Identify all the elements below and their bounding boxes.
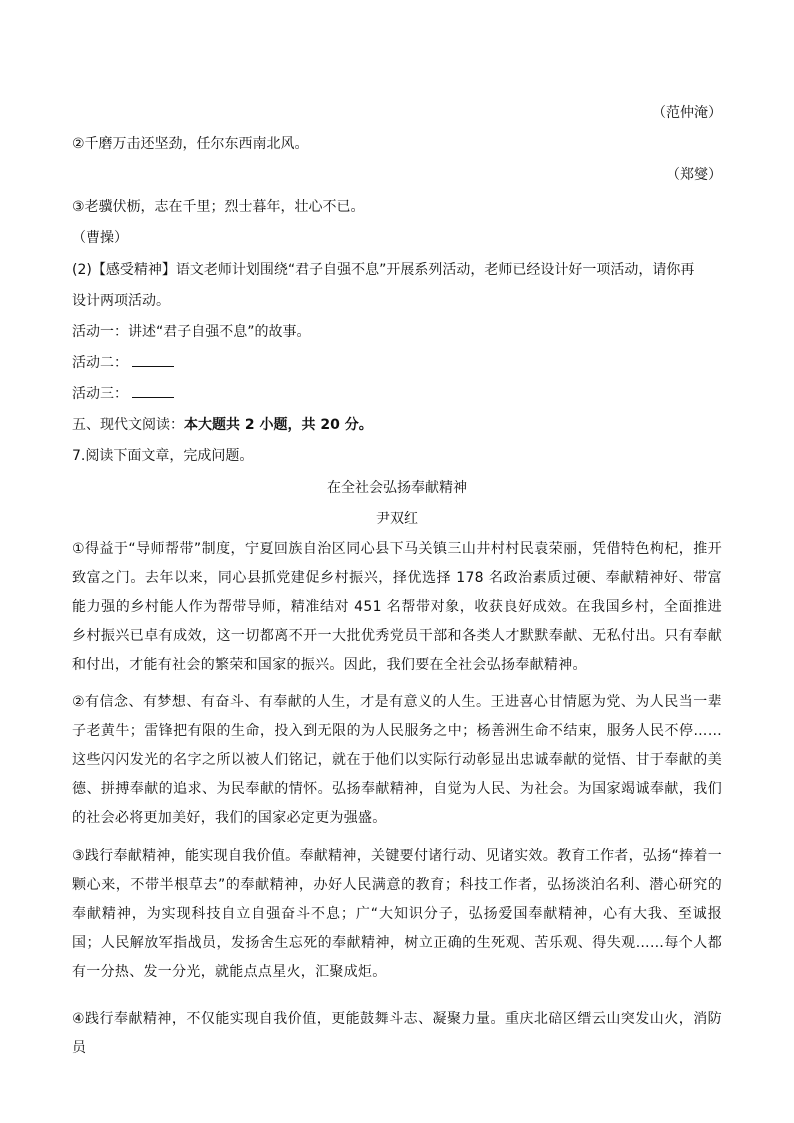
article-title: 在全社会弘扬奉献精神 [327, 480, 467, 496]
article-paragraph-2: ②有信念、有梦想、有奋斗、有奉献的人生，才是有意义的人生。王进喜心甘情愿为党、为人民当一辈子老黄牛；雷锋把有限的生命，投入到无限的为人民服务之中；杨善洲生命不结束，服务人民不停……这些闪闪发光的名字之所以被人们铭记，就在于他们以实际行动彰显出忠诚奉献的觉悟、甘于奉献的美德、拼搏奉献的追求、为民奉献的情怀。弘扬奉献精神，自觉为人民、为社会。为国家竭诚奉献，我们的社会必将更加美好，我们的国家必定更为强盛。 [72, 694, 722, 826]
question-2-line-1: (2)【感受精神】语文老师计划围绕“君子自强不息”开展系列活动，老师已经设计好一项活动，请你再 [72, 262, 695, 278]
question-2-line-2: 设计两项活动。 [72, 293, 170, 309]
activity-2 [72, 354, 722, 372]
section-5-heading [72, 416, 722, 434]
section-5-prefix: 五、现代文阅读： [72, 417, 184, 433]
poem-line-2: ②千磨万击还坚劲，任尔东西南北风。 [72, 136, 309, 152]
article-author: 尹双红 [376, 511, 418, 527]
activity-3-blank[interactable] [132, 385, 174, 398]
article-paragraph-4: ④践行奉献精神，不仅能实现自我价值，更能鼓舞斗志、凝聚力量。重庆北碚区缙云山突发山火，消防员 [72, 1011, 722, 1056]
activity-2-label: 活动二： [72, 355, 128, 371]
activity-1: 活动一：讲述“君子自强不息”的故事。 [72, 324, 311, 340]
poem-author-zheng-xie: （郑燮） [666, 167, 722, 183]
activity-3-label: 活动三： [72, 386, 128, 402]
poem-author-fan-zhongyan: （范仲淹） [652, 105, 722, 121]
activity-2-blank[interactable] [132, 354, 174, 367]
question-7: 7.阅读下面文章，完成问题。 [72, 448, 254, 464]
poem-line-3: ③老骥伏枥，志在千里；烈士暮年，壮心不已。 [72, 199, 365, 215]
activity-3 [72, 385, 722, 403]
article-paragraph-1: ①得益于“导师帮带”制度，宁夏回族自治区同心县下马关镇三山井村村民袁荣丽，凭借特色枸杞，推开致富之门。去年以来，同心县抓党建促乡村振兴，择优选择 178 名政治素质过硬、奉献精神好、带富能力强的乡村能人作为帮带导师，精准结对 451 名帮带对象，收获良好成效。在我国乡村，全面推进乡村振兴已卓有成效，这一切都离不开一大批优秀党员干部和各类人才默默奉献、无私付出。只有奉献和付出，才能有社会的繁荣和国家的振兴。因此，我们要在全社会弘扬奉献精神。 [72, 541, 722, 673]
poem-author-cao-cao: （曹操） [72, 230, 128, 246]
article-paragraph-3: ③践行奉献精神，能实现自我价值。奉献精神，关键要付诸行动、见诸实效。教育工作者，弘扬“捧着一颗心来，不带半根草去”的奉献精神，办好人民满意的教育；科技工作者，弘扬淡泊名利、潜心研究的奉献精神，为实现科技自立自强奋斗不息；广“大知识分子，弘扬爱国奉献精神，心有大我、至诚报国；人民解放军指战员，发扬舍生忘死的奉献精神，树立正确的生死观、苦乐观、得失观……每个人都有一分热、发一分光，就能点点星火，汇聚成炬。 [72, 848, 722, 980]
document-page [72, 0, 722, 1123]
section-5-info: 本大题共 2 小题，共 20 分。 [184, 417, 373, 433]
